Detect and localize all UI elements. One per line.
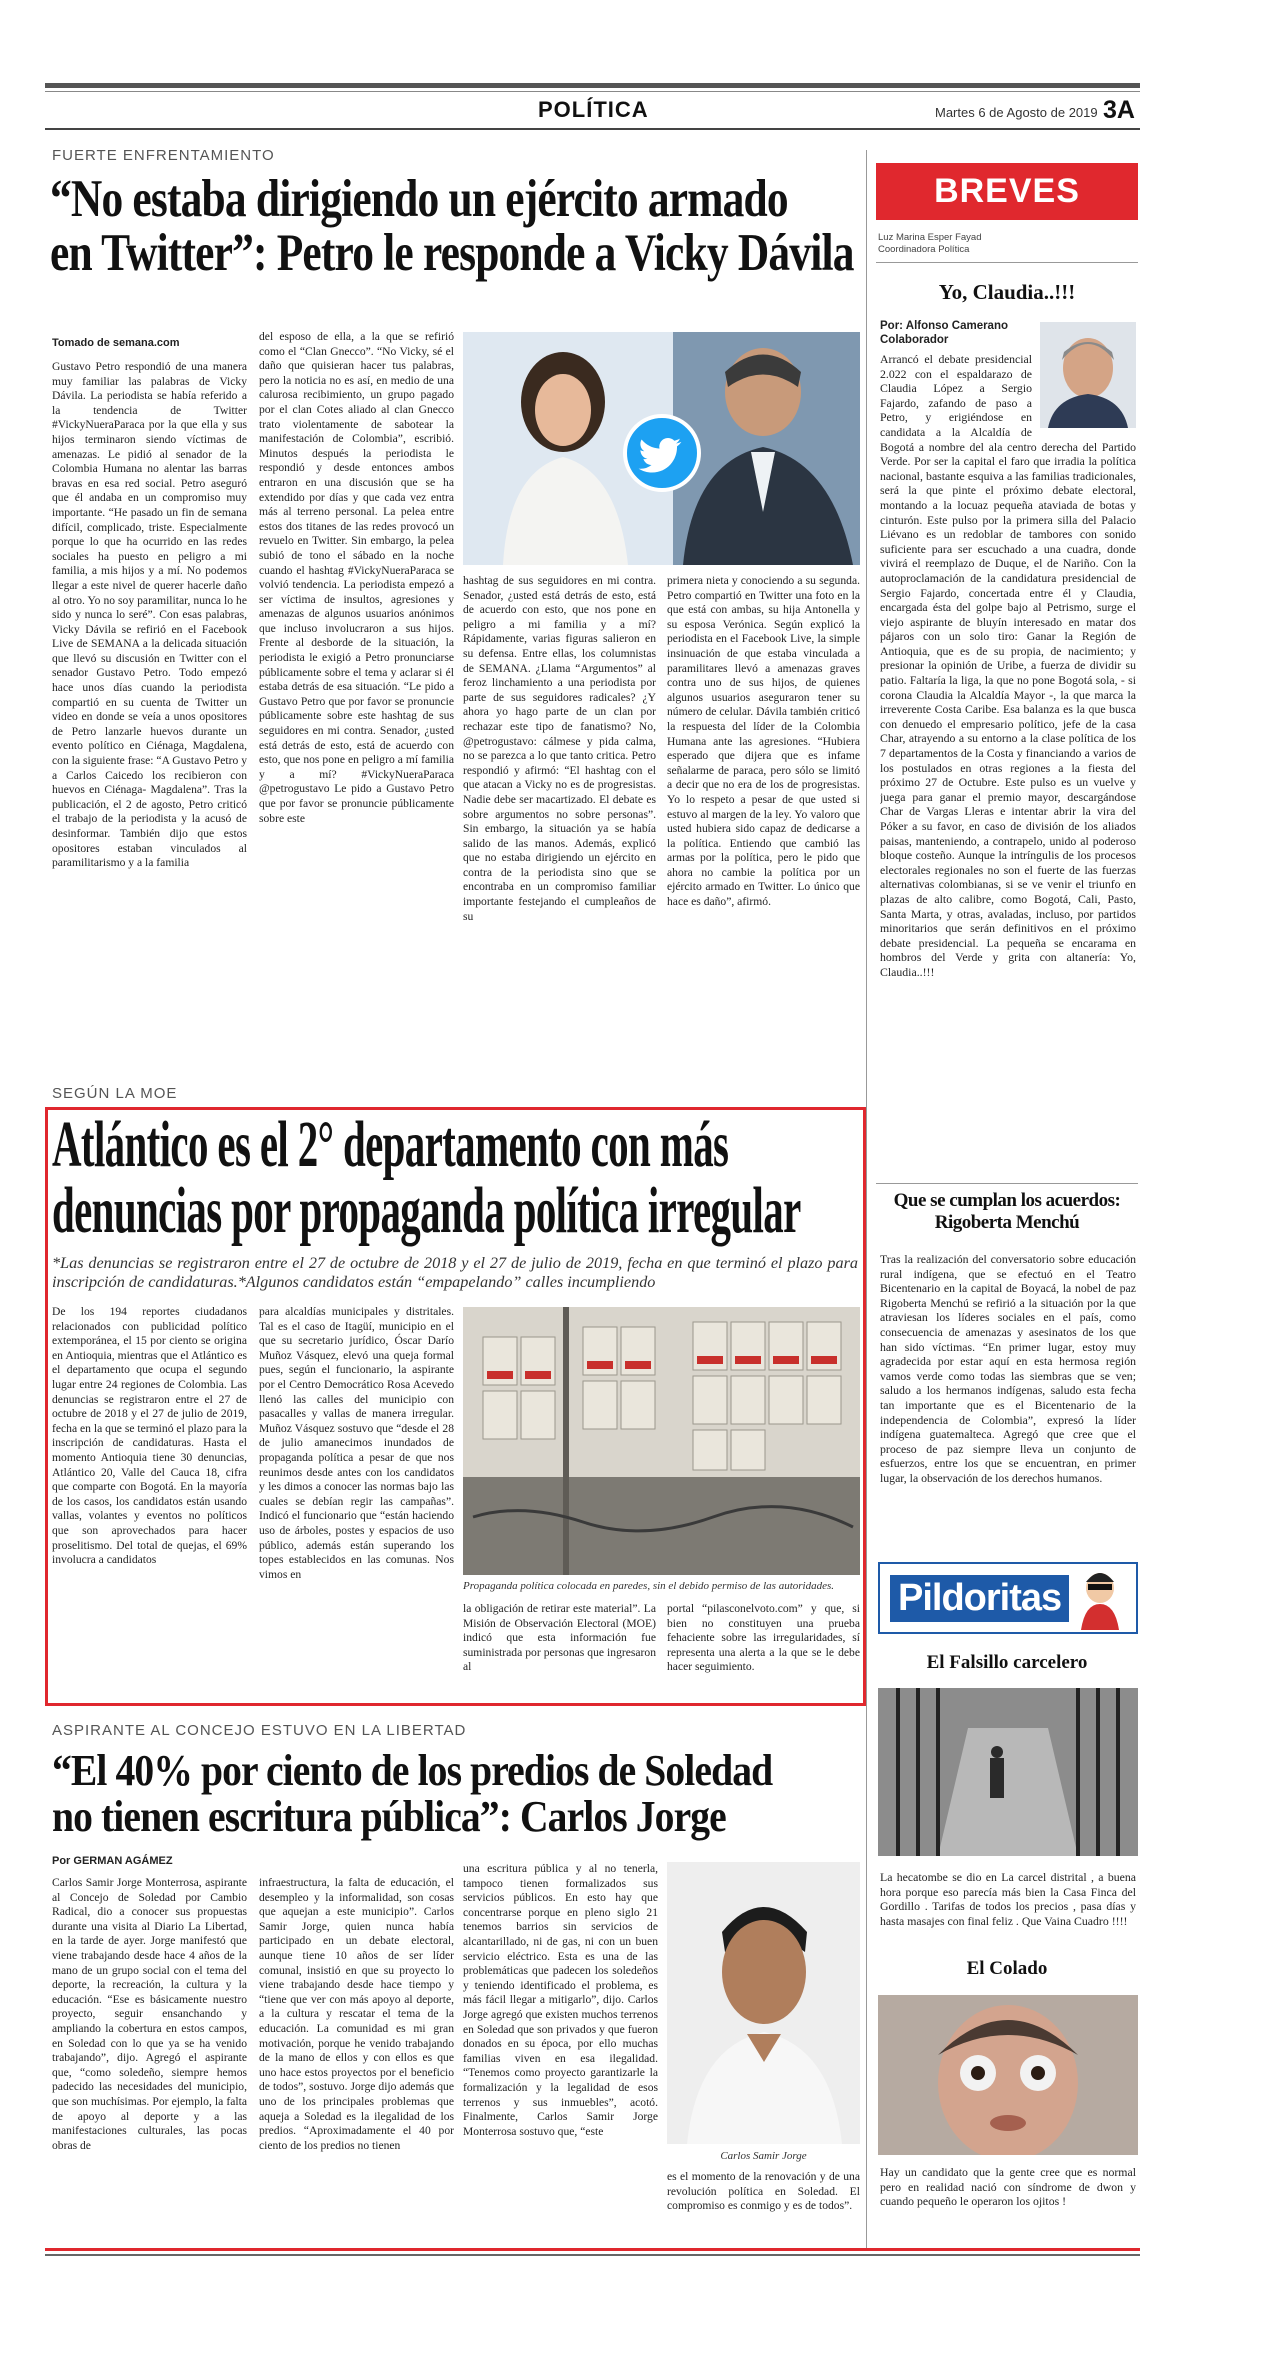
photo-float-spacer — [1032, 352, 1136, 432]
article3-column-1 — [52, 1876, 247, 2236]
article2-photo — [463, 1307, 860, 1575]
article1-kicker: FUERTE ENFRENTAMIENTO — [52, 147, 275, 164]
article3-photo-caption: Carlos Samir Jorge — [720, 2150, 807, 2162]
header-underline — [45, 128, 1140, 130]
article3-byline: Por GERMAN AGÁMEZ — [52, 1855, 173, 1867]
colado-title: El Colado — [966, 1958, 1048, 1979]
article3-title-line2: no tienen escritura pública”: Carlos Jorge — [52, 1792, 726, 1842]
article1-column-2 — [259, 330, 454, 1075]
claudia-text: Arrancó el debate presidencial 2.022 con el espaldarazo de Claudia López a Sergio Fajardo, zafando de paso a Petro, y erigiéndose en candidata a la Alcaldía de Bogotá a nombre del ala centro derecha del Partido Verde. Por ser la capital el faro que irradia la política nacional, bastante esquiva a las familias tradicionales, será la que pinte el próximo debate electoral, montando a la locuaz pequeña ataviada de botas y cinturón. Este pulso por la primera silla del Palacio Liévano es un redoblar de tambores con sonido suficiente para ser escuchado a una cuadra, donde vivirá el reemplazo de Duque, el de Nariño. Con la autoproclamación de la candidatura presidencial de Sergio Fajardo, concertada entre él y Claudia, encargada ésta del golpe bajo al Petrismo, surge el viejo aspirante de bluyín interesado en matar dos pájaros con un solo tiro: Ganar la Región de Antioquia, que es de su propia, de nacimiento; y presionar la opinión de Uribe, a fuerza de dividir su patio. Faltaría la liga, la que no pone Bogotá sola, - si corona Claudia la Alcaldía Mayor -, la que marca la irreverente Costa Caribe. Esa balanza es la que busca con denuedo el empresario político, jefe de la casa Char, atrayendo a su entorno a la clase política de los 7 departamentos de la Costa y financiando a varios de los postulados en otras regiones a la fiesta del próximo 27 de Octubre. Este pulso es un vuelve y juega para ganar el premio mayor, descargándose Char de Vargas Lleras e intentar abrir la vira del Póker a su favor, en caso de división de los aliados paisas, manteniendo, a contrapelo, unido al poderoso bloque costeño. Aunque la intríngulis de los procesos electorales regionales no son el fuerte de las fuerzas alternativas colombianas, si se ve venir el triunfo en plazas de alto calibre, como Bogotá, Cali, Pasto, Santa Marta, y otras, avaladas, incluso, por partidos minoritarios que serán definitivos en el próximo debate presidencial. La pequeña se encarama en hombros del Verde y grita con altanería: Yo, Claudia..!!! — [880, 352, 1136, 979]
article2-col3-text: la obligación de retirar este material”. La Misión de Observación Electoral (MOE) indicó que esta información fue suministrada por personas que ingresaron al — [463, 1602, 656, 1674]
breves-title: BREVES — [934, 172, 1080, 210]
editor-role: Coordinadora Política — [878, 244, 970, 255]
article3-kicker: ASPIRANTE AL CONCEJO ESTUVO EN LA LIBERTAD — [52, 1722, 467, 1739]
editor-name: Luz Marina Esper Fayad — [878, 232, 982, 243]
colado-body — [880, 2165, 1136, 2240]
article3-col1-text: Carlos Samir Jorge Monterrosa, aspirante al Concejo de Soledad por Cambio Radical, dio a conocer sus propuestas durante una visita al Diario La Libertad, en la tarde de ayer. Jorge manifestó que viene trabajando desde hace 4 años de la mano de un grupo social con el tema del deporte, la recreación, la cultura y la educación. “Ese es básicamente nuestro proyecto, seguir ensanchando y ampliando la cobertura en estos campos, en Soledad con lo que ya se ha venido trabajando”, dijo. Agregó el aspirante que, “como soledeño, siempre hemos padecido las necesidades del municipio, que son muchísimas. Por ejemplo, la falta de apoyo al deporte y a las manifestaciones culturales, las pocas obras de — [52, 1876, 247, 2152]
prison-corridor-illustration — [878, 1688, 1138, 1856]
article1-title-line1: “No estaba dirigiendo un ejército armado — [50, 170, 788, 228]
article2-column-1 — [52, 1305, 247, 1700]
article1-col3-text: hashtag de sus seguidores en mi contra. Senador, ¿usted está detrás de esto, está de acuerdo con esto, que nos pone en peligro a mi familia y a mí? Rápidamente, varias figuras salieron en su defensa. Entre ellas, los columnistas de SEMANA. ¿Llama “Argumentos” al feroz linchamiento a una periodista por parte de sus seguidores radicales? ¿Y ahora yo hago parte de un clan por rechazar este tipo de fanatismo? No, @petrogustavo: cálmese y pida calma, no se parezca a lo que tanto critica. Petro respondió y afirmó: “El hashtag con el que atacan a Vicky no es de progresistas. Nadie debe ser macartizado. El debate es sobre argumentos no sobre personas”. Sin embargo, la situación ya se había salido de las manos. Además, explicó que no estaba dirigiendo un ejército en contra de la periodista sino que se encontraba en un compromiso familiar importante festejando el cumpleaños de su — [463, 574, 656, 923]
colado-face-illustration — [878, 1995, 1138, 2155]
falsillo-text: La hecatombe se dio en La carcel distrital , a buena hora porque eso parecía más bien la Casa Finca del Gordillo . Tarifas de todos los precios , pasa días y hasta masajes con final feliz . Que Vaina Cuadro !!!! — [880, 1870, 1136, 1928]
menchu-title-line1: Que se cumplan los acuerdos: — [893, 1190, 1121, 1211]
article1-column-4 — [667, 574, 860, 1075]
article1-col4-text: primera nieta y conociendo a su segunda. Petro compartió en Twitter una foto en la que está con ambas, su hija Antonella y su esposa Verónica. Según explicó la periodista en el Facebook Live, la simple insinuación de que estaba vinculada a paramilitares llevó a amenazas graves contra uno de sus hijos, de quienes algunos usuarios aseguraron tener su número de celular. Dávila también criticó la respuesta del líder de la Colombia Humana ante las agresiones. “Hubiera esperado que dijera que es infame señalarme de paraca, pero sólo se limitó a decir que no era de los de progresistas. Yo lo respeto a pesar de que usted si estuvo al margen de la ley. Yo valoro que usted hubiera sido capaz de dedicarse a la política. Entiendo que cambió las armas por la política, pero le pido que ahora no cambie la política por un ejército armado en Twitter. Lo único que hace es daño”, afirmó. — [667, 574, 860, 909]
article2-title-line2: denuncias por propaganda política irregular — [52, 1174, 801, 1247]
article1-column-3 — [463, 574, 656, 1075]
article2-subtitle: *Las denuncias se registraron entre el 27 de octubre de 2018 y el 27 de julio de 2019, fecha en que terminó el plazo para inscripción de candidaturas.*Algunos candidatos están “empapelando” calles incumpliendo — [52, 1254, 858, 1291]
article2-col1-text: De los 194 reportes ciudadanos relacionados con publicidad político extemporánea, el 15 por ciento se origina en Antioquia, mientras que el Atlántico es el departamento que ocupa el segundo lugar entre 24 regiones de Colombia. Las denuncias se registraron entre el 27 de octubre de 2018 y el 27 de julio de 2019, fecha en la que se terminó el plazo para la inscripción de candidaturas. Hasta el momento Antioquia tiene 30 denuncias, Atlántico 20, Valle del Cauca 18, cifra que comparte con Bogotá. En la mayoría de los casos, los candidatos están usando vallas, volantes y eventos no políticos que son aprovechados para hacer proselitismo. Del total de quejas, el 69% involucra a candidatos — [52, 1305, 247, 1567]
claudia-title: Yo, Claudia..!!! — [938, 280, 1076, 304]
article3-col4-text: es el momento de la renovación y de una revolución política en Soledad. El compromiso es conmigo y es de todos”. — [667, 2170, 860, 2213]
article2-title — [52, 1108, 801, 1247]
article1-photo — [463, 332, 860, 565]
article3-column-3 — [463, 1862, 658, 2236]
pildoritas-label: Pildoritas — [890, 1575, 1069, 1622]
article2-photo-caption: Propaganda política colocada en paredes, sin el debido permiso de las autoridades. — [463, 1580, 835, 1592]
claudia-byline-2: Colaborador — [880, 334, 949, 346]
header-date: Martes 6 de Agosto de 2019 — [935, 105, 1098, 120]
article3-col3-text: una escritura pública y al no tenerla, tampoco tienen formalizados sus servicios públicos. En esto hay que concentrarse porque en pleno siglo 21 tenemos barrios sin servicios de alcantarillado, ni de gas, ni con un buen servicio eléctrico. Esta es una de las problemáticas que padecen los soledeños y teniendo identificado el problema, es más fácil llegar a mitigarlo”, dijo. Carlos Jorge agregó que existen muchos terrenos en Soledad que son privados y que fueron donados en su época, por ello muchas familias viven en esa ilegalidad. “Tenemos como proyecto garantizarle la formalización y la legalidad de esos terrenos y sus inmuebles”, acotó. Finalmente, Carlos Samir Jorge Monterrosa sostuvo que, “este — [463, 1862, 658, 2138]
article2-title-line1: Atlántico es el 2° departamento con más — [52, 1108, 729, 1181]
colado-text: Hay un candidato que la gente cree que es normal pero en realidad nació con síndrome de dwon y cuando pequeño le operaron los ojitos ! — [880, 2165, 1136, 2209]
article3-col2-text: infraestructura, la falta de educación, el desempleo y la informalidad, son cosas que aquejan a este municipio”. Carlos Samir Jorge, quien nunca había participado en un debate electoral, aunque tiene 10 años de ser líder comunal, insistió en que su proyecto lo viene trabajando desde hace tiempo y “tiene que ver con más apoyo al deporte, a la cultura y rescatar el tema de la educación. La comunidad es mi gran motivación, porque he venido trabajando de la mano de ellos y con ellos es que uno hace estos proyectos por el beneficio de todos”, sostuvo. Jorge dijo además que uno de los principales problemas que aqueja a Soledad es la ilegalidad de los predios. “Aproximadamente el 40 por ciento de los predios no tienen — [259, 1876, 454, 2152]
section-label: POLÍTICA — [538, 97, 649, 122]
sidebar-divider — [866, 150, 867, 2250]
menchu-title — [876, 1190, 1138, 1234]
top-rule-thick — [45, 83, 1140, 88]
falsillo-body — [880, 1870, 1136, 1945]
article3-title-line1: “El 40% por ciento de los predios de Soledad — [52, 1746, 773, 1795]
menchu-text: Tras la realización del conversatorio sobre educación rural indígena, que se efectuó en el Teatro Bicentenario en la capital de Boyacá, la nobel de paz Rigoberta Menchú se refirió a la situación por la que atraviesan los líderes sociales en el país, como consecuencia de amenazas y asesinatos de los que han sido víctimas. “En primer lugar, estoy muy agradecida por estar aquí en esta hermosa región vamos verde como todas las siembras que se ven; saludo a los hermanos indígenas, saludo esta fecha tan importante que es el Bicentenario de la independencia de Colombia”, expresó la líder indígena guatemalteca. Agregó que cree que el proceso de paz siempre lleva un conjunto de esfuerzos, entre los que se encuentran, en primer lugar, la observación de los derechos humanos. — [880, 1252, 1136, 1485]
article1-col2-text: del esposo de ella, a la que se refirió como el “Clan Gnecco”. “No Vicky, sé el daño que quisieran hacer tus palabras, pero la noticia no es así, en medio de una calurosa recibimiento, un grupo pagado por el clan Cotes aliado al clan Gnecco trato violentamente de sabotear la manifestación de Colombia”, escribió. Minutos después la periodista le respondió y desde entonces ambos entraron en una discusión que se ha extendido por días y que cada vez entra más al terreno personal. La pelea entre estos dos titanes de las redes provocó un revuelo en Twitter. Sin embargo, la pelea subió de tono el sábado en la noche cuando el hashtag #VickyNueraParaca se volvió tendencia. La periodista empezó a ser víctima de insultos, agresiones y amenazas de algunos usuarios anónimos que incluso involucraron a sus hijos. Frente al desborde de la situación, la periodista le exigió a Petro pronunciarse públicamente sobre el tema y aclarar si él estaba detrás de esa situación. “Le pido a Gustavo Petro que por favor se pronuncie públicamente sobre este hashtag de sus seguidores en mi contra. Senador, ¿usted está detrás de esto, está de acuerdo con esto, que nos pone en peligro a mí familia y a mí? #VickyNueraParaca @petrogustavo Le pido a Gustavo Petro que por favor se pronuncie públicamente sobre este — [259, 330, 454, 825]
colado-photo — [878, 1995, 1138, 2155]
article1-byline: Tomado de semana.com — [52, 337, 180, 349]
article2-column-3 — [463, 1602, 656, 1700]
breves-underline — [876, 262, 1138, 263]
article2-col2-text: para alcaldías municipales y distritales. Tal es el caso de Itagüí, municipio en el que su secretario jurídico, Óscar Darío Muñoz Vásquez, elevó una queja formal pues, según el funcionario, la aspirante por el Centro Democrático Rosa Acevedo llenó las calles del municipio con pasacalles y vallas de manera irregular. Muñoz Vásquez sostuvo que “desde el 28 de julio amanecimos inundados de propaganda política a pesar de que nos reunimos desde antes con los candidatos y les dimos a conocer las normas bajo las cuales se debían regir las campañas”. Indicó el funcionario que “están haciendo uso de árboles, postes y espacios de uso público, además están superando los topes establecidos en las comunas. Nos vimos en — [259, 1305, 454, 1581]
pildoritas-banner — [878, 1562, 1138, 1634]
claudia-byline-1: Por: Alfonso Camerano — [880, 320, 1009, 332]
article1-col1-text: Gustavo Petro respondió de una manera muy familiar las palabras de Vicky Dávila. La periodista se había referido a la tendencia de Twitter #VickyNueraParaca por la que ella y sus hijos terminaron siendo víctimas de amenazas. Le pidió al senador de la Colombia Humana no alentar las barras bravas en esa red social. Petro aseguró que él andaba en un compromiso muy importante. “He pasado un fin de semana difícil, complicado, triste. Especialmente porque lo que ha ocurrido en las redes sociales ha puesto en peligro a mi familia, a mis hijos y a mí. No podemos llegar a este nivel de querer hacerle daño al otro. Yo no soy paramilitar, nunca lo he sido y nunca lo seré”. Con esas palabras, Vicky Dávila se refirió en el Facebook Live de SEMANA a la delicada situación que llevó su discusión en Twitter con el senador Gustavo Petro. Todo empezó hace unos días cuando la periodista compartió en su cuenta de Twitter un video en donde se veía a unos opositores de Petro lanzarle huevos durante un evento político en Ciénaga, Magdalena, con la siguiente frase: “A Gustavo Petro y a Carlos Caicedo los recibieron con huevos en Ciénaga- Magdalena”. Tras la publicación, el 2 de agosto, Petro criticó el trabajo de la periodista y la acusó de desinformar. También dijo que estos opositores estaban vinculados al paramilitarismo y a la familia — [52, 360, 247, 870]
prison-photo — [878, 1688, 1138, 1856]
cartoon-mascot-icon — [1075, 1566, 1125, 1630]
article1-title-line2: en Twitter”: Petro le responde a Vicky Dávila — [50, 224, 854, 283]
carlos-portrait-illustration — [667, 1862, 860, 2144]
article2-column-4 — [667, 1602, 860, 1700]
claudia-body — [880, 352, 1136, 1224]
twitter-bird-icon — [623, 414, 701, 492]
bottom-rule-gray — [45, 2254, 1140, 2256]
falsillo-title: El Falsillo carcelero — [926, 1652, 1088, 1673]
bottom-rule-red — [45, 2248, 1140, 2251]
breves-banner — [876, 163, 1138, 220]
article3-column-4 — [667, 2170, 860, 2236]
article3-photo — [667, 1862, 860, 2144]
article1-column-1 — [52, 360, 247, 1075]
menchu-title-line2: Rigoberta Menchú — [934, 1212, 1080, 1233]
article2-column-2 — [259, 1305, 454, 1700]
article3-title — [52, 1748, 772, 1840]
page-number: 3A — [1103, 96, 1135, 124]
street-posters-illustration — [463, 1307, 860, 1575]
menchu-body — [880, 1252, 1136, 1552]
menchu-rule — [876, 1183, 1138, 1184]
article2-col4-text: portal “pilasconelvoto.com” y que, si bien no constituyen una prueba fehaciente sobre las irregularidades, sí representa una alerta a la que se le debe hacer seguimiento. — [667, 1602, 860, 1674]
article1-title — [50, 170, 854, 283]
top-rule-thin — [45, 91, 1140, 92]
article3-column-2 — [259, 1876, 454, 2236]
article2-kicker: SEGÚN LA MOE — [52, 1085, 178, 1102]
